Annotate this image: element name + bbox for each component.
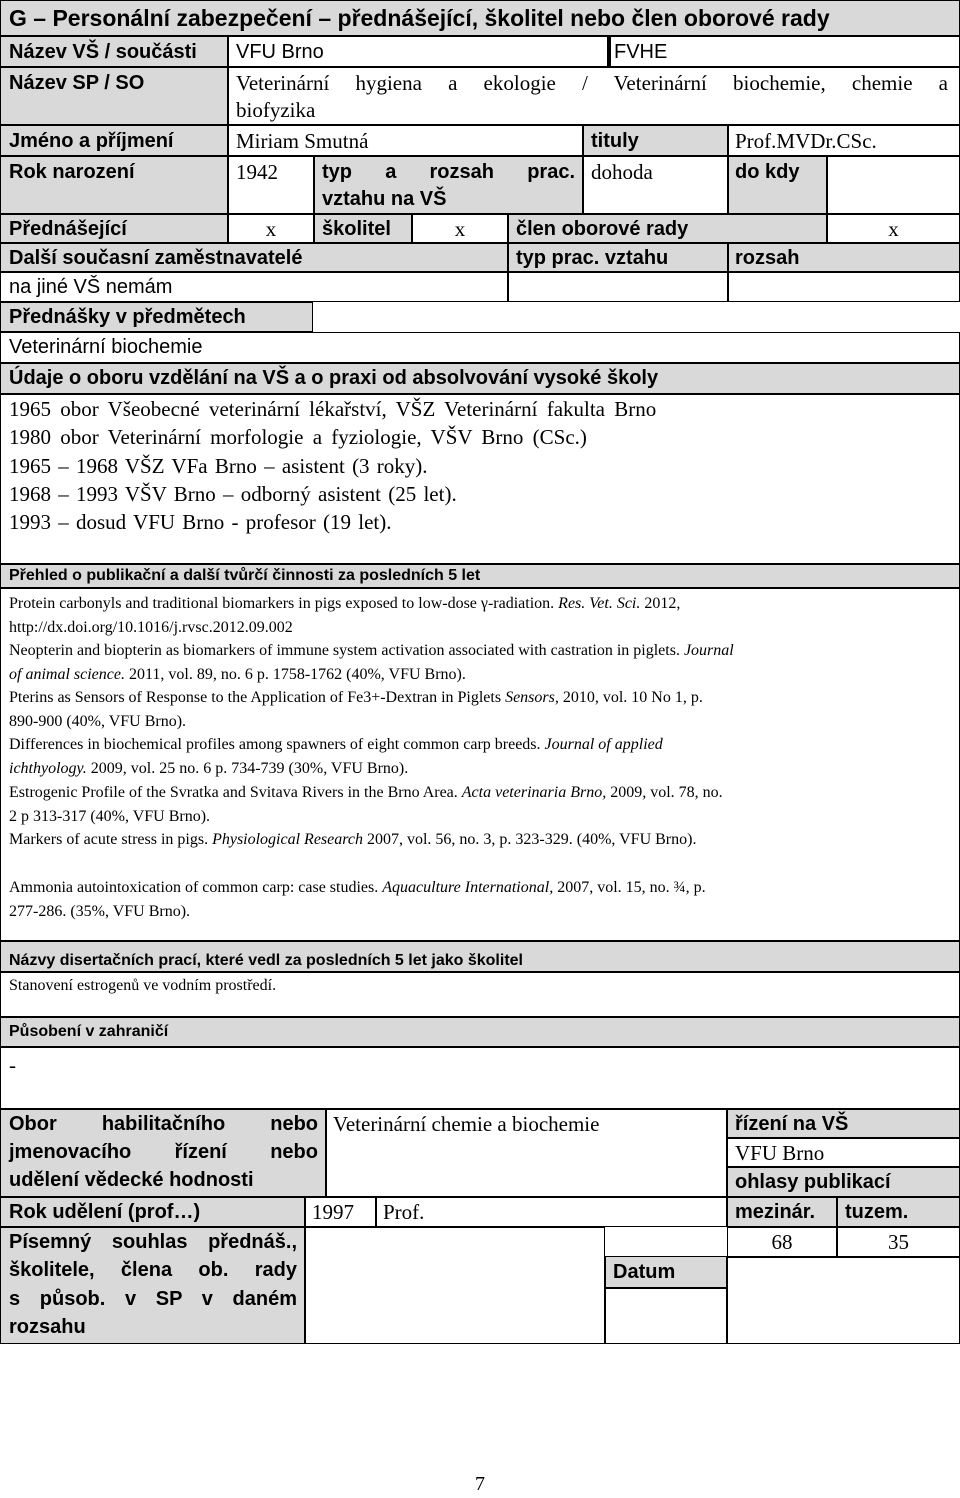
education-label: Údaje o oboru vzdělání na VŠ a o praxi od absolvování vysoké školy xyxy=(9,367,659,389)
publication-journal: ichthyology. xyxy=(9,759,87,777)
habilitation-field-label-line3: udělení vědecké hodnosti xyxy=(9,1169,254,1191)
publication-journal: Sensors, xyxy=(505,689,559,706)
publication-item xyxy=(9,781,949,828)
publication-details: 2012, xyxy=(640,595,681,612)
publication-item xyxy=(9,592,949,639)
until-label: do kdy xyxy=(735,161,800,183)
title-value-cell xyxy=(376,1197,727,1227)
publication-title: Protein carbonyls and traditional biomarkers in pigs exposed to low-dose γ-radiation. xyxy=(9,595,559,612)
consent-label-line2: školitele, člena ob. rady xyxy=(9,1259,297,1281)
employers-type-value-cell xyxy=(508,272,728,302)
section-title: G – Personální zabezpečení – přednášející, školitel nebo člen oborové rady xyxy=(9,5,830,31)
publication-journal: Aquaculture International, xyxy=(382,879,554,896)
publication-details: 2010, vol. 10 No 1, p. xyxy=(558,689,703,706)
publication-title: Pterins as Sensors of Response to the Application of Fe3+-Dextran in Piglets xyxy=(9,689,506,706)
employers-value: na jiné VŠ nemám xyxy=(9,276,173,298)
abroad-value-cell xyxy=(0,1047,960,1109)
education-line: 1968 – 1993 VŠV Brno – odborný asistent (25 let). xyxy=(9,482,457,506)
employers-extent-value-cell xyxy=(728,272,960,302)
publication-item xyxy=(9,733,949,780)
publication-details: 2 p 313-317 (40%, VFU Brno). xyxy=(9,807,211,825)
publication-journal: Journal xyxy=(683,642,734,659)
board-label: člen oborové rady xyxy=(516,218,689,240)
name-value: Miriam Smutná xyxy=(236,129,369,153)
employment-label-line1: typ a rozsah prac. xyxy=(322,161,575,183)
publication-details: 890-900 (40%, VFU Brno). xyxy=(9,712,187,730)
publication-details: 2009, vol. 25 no. 6 p. 734-739 (30%, VFU Brno). xyxy=(86,759,409,777)
publication-title: Ammonia autointoxication of common carp: case studies. xyxy=(9,879,383,896)
publications-label: Přehled o publikační a další tvůrčí činnosti za posledních 5 let xyxy=(9,567,481,584)
dissertations-label: Názvy disertačních prací, které vedl za posledních 5 let jako školitel xyxy=(9,952,523,969)
habilitation-field-value: Veterinární chemie a biochemie xyxy=(333,1112,600,1136)
intl-label: mezinár. xyxy=(735,1201,816,1223)
publication-item xyxy=(9,828,949,852)
domestic-value: 35 xyxy=(888,1230,909,1254)
supervisor-mark: x xyxy=(454,217,466,241)
intl-value: 68 xyxy=(771,1230,793,1254)
publication-details: 2009, vol. 78, no. xyxy=(606,784,723,801)
publication-journal: Physiological Research xyxy=(212,831,363,848)
publication-details: 2007, vol. 15, no. ¾, p. xyxy=(553,879,706,896)
publication-item xyxy=(9,639,949,686)
citations-label: ohlasy publikací xyxy=(735,1171,891,1193)
consent-label-line1: Písemný souhlas přednáš., xyxy=(9,1231,297,1253)
lectures-label: Přednášky v předmětech xyxy=(9,306,246,328)
birth-value: 1942 xyxy=(236,160,278,184)
publication-journal: Acta veterinaria Brno, xyxy=(461,784,607,801)
employment-value: dohoda xyxy=(591,160,653,184)
publication-item xyxy=(9,876,949,923)
publication-journal: Journal of applied xyxy=(544,736,663,753)
habilitation-field-label-line2: jmenovacího řízení nebo xyxy=(9,1141,318,1163)
program-label: Název SP / SO xyxy=(9,72,145,94)
faculty-value: FVHE xyxy=(614,41,668,63)
domestic-label: tuzem. xyxy=(845,1201,909,1223)
education-line: 1993 – dosud VFU Brno - profesor (19 let). xyxy=(9,510,392,534)
signature-cell xyxy=(727,1257,960,1344)
year-label: Rok udělení (prof…) xyxy=(9,1201,201,1223)
supervisor-label: školitel xyxy=(322,218,391,240)
publication-title: Neopterin and biopterin as biomarkers of immune system activation associated with castration in piglets. xyxy=(9,642,684,659)
employers-extent-label: rozsah xyxy=(735,247,800,269)
habilitation-field-label-line1: Obor habilitačního nebo xyxy=(9,1113,318,1135)
publication-details: 2011, vol. 89, no. 6 p. 1758-1762 (40%, VFU Brno). xyxy=(124,665,466,683)
publication-details: 277-286. (35%, VFU Brno). xyxy=(9,902,191,920)
date-label: Datum xyxy=(613,1261,676,1283)
dissertations-value: Stanovení estrogenů ve vodním prostředí. xyxy=(9,977,277,994)
title-value: Prof. xyxy=(383,1200,425,1224)
lecturer-mark: x xyxy=(265,217,277,241)
education-line: 1980 obor Veterinární morfologie a fyziologie, VŠV Brno (CSc.) xyxy=(9,425,587,449)
employers-label: Další současní zaměstnavatelé xyxy=(9,247,303,269)
consent-value-cell xyxy=(305,1227,605,1344)
program-value-line2: biofyzika xyxy=(236,98,316,122)
birth-label: Rok narození xyxy=(9,161,135,183)
year-value: 1997 xyxy=(312,1200,354,1224)
education-line: 1965 – 1968 VŠZ VFa Brno – asistent (3 roky). xyxy=(9,454,428,478)
board-mark: x xyxy=(888,217,899,241)
lecturer-label: Přednášející xyxy=(9,218,127,240)
publication-title: Differences in biochemical profiles among spawners of eight common carp breeds. xyxy=(9,736,545,753)
publication-item xyxy=(9,686,949,733)
consent-label-line3: s působ. v SP v daném xyxy=(9,1288,297,1310)
employers-type-label: typ prac. vztahu xyxy=(516,247,669,269)
employment-label-line2: vztahu na VŠ xyxy=(322,188,447,210)
publication-journal: of animal science. xyxy=(9,665,125,683)
program-value-line1: Veterinární hygiena a ekologie / Veterinární biochemie, chemie a xyxy=(236,71,948,95)
date-value-cell xyxy=(605,1288,727,1344)
publication-doi: http://dx.doi.org/10.1016/j.rvsc.2012.09.002 xyxy=(9,618,293,636)
abroad-value: - xyxy=(9,1053,16,1077)
consent-label-line4: rozsahu xyxy=(9,1316,86,1338)
name-label: Jméno a příjmení xyxy=(9,130,174,152)
publication-details: 2007, vol. 56, no. 3, p. 323-329. (40%, VFU Brno). xyxy=(362,831,697,848)
abroad-label: Působení v zahraničí xyxy=(9,1023,169,1040)
education-line: 1965 obor Všeobecné veterinární lékařství, VŠZ Veterinární fakulta Brno xyxy=(9,397,657,421)
lectures-value: Veterinární biochemie xyxy=(9,336,203,358)
procedure-value: VFU Brno xyxy=(735,1141,825,1165)
school-label: Název VŠ / součásti xyxy=(9,41,197,63)
publication-title: Markers of acute stress in pigs. xyxy=(9,831,213,848)
publication-journal: Res. Vet. Sci. xyxy=(558,595,641,612)
school-value: VFU Brno xyxy=(236,41,324,63)
until-value-cell xyxy=(827,156,960,214)
titles-label: tituly xyxy=(591,130,639,152)
titles-value: Prof.MVDr.CSc. xyxy=(735,129,877,153)
procedure-label: řízení na VŠ xyxy=(735,1113,849,1135)
page-number: 7 xyxy=(475,1473,485,1495)
publication-title: Estrogenic Profile of the Svratka and Svitava Rivers in the Brno Area. xyxy=(9,784,462,801)
